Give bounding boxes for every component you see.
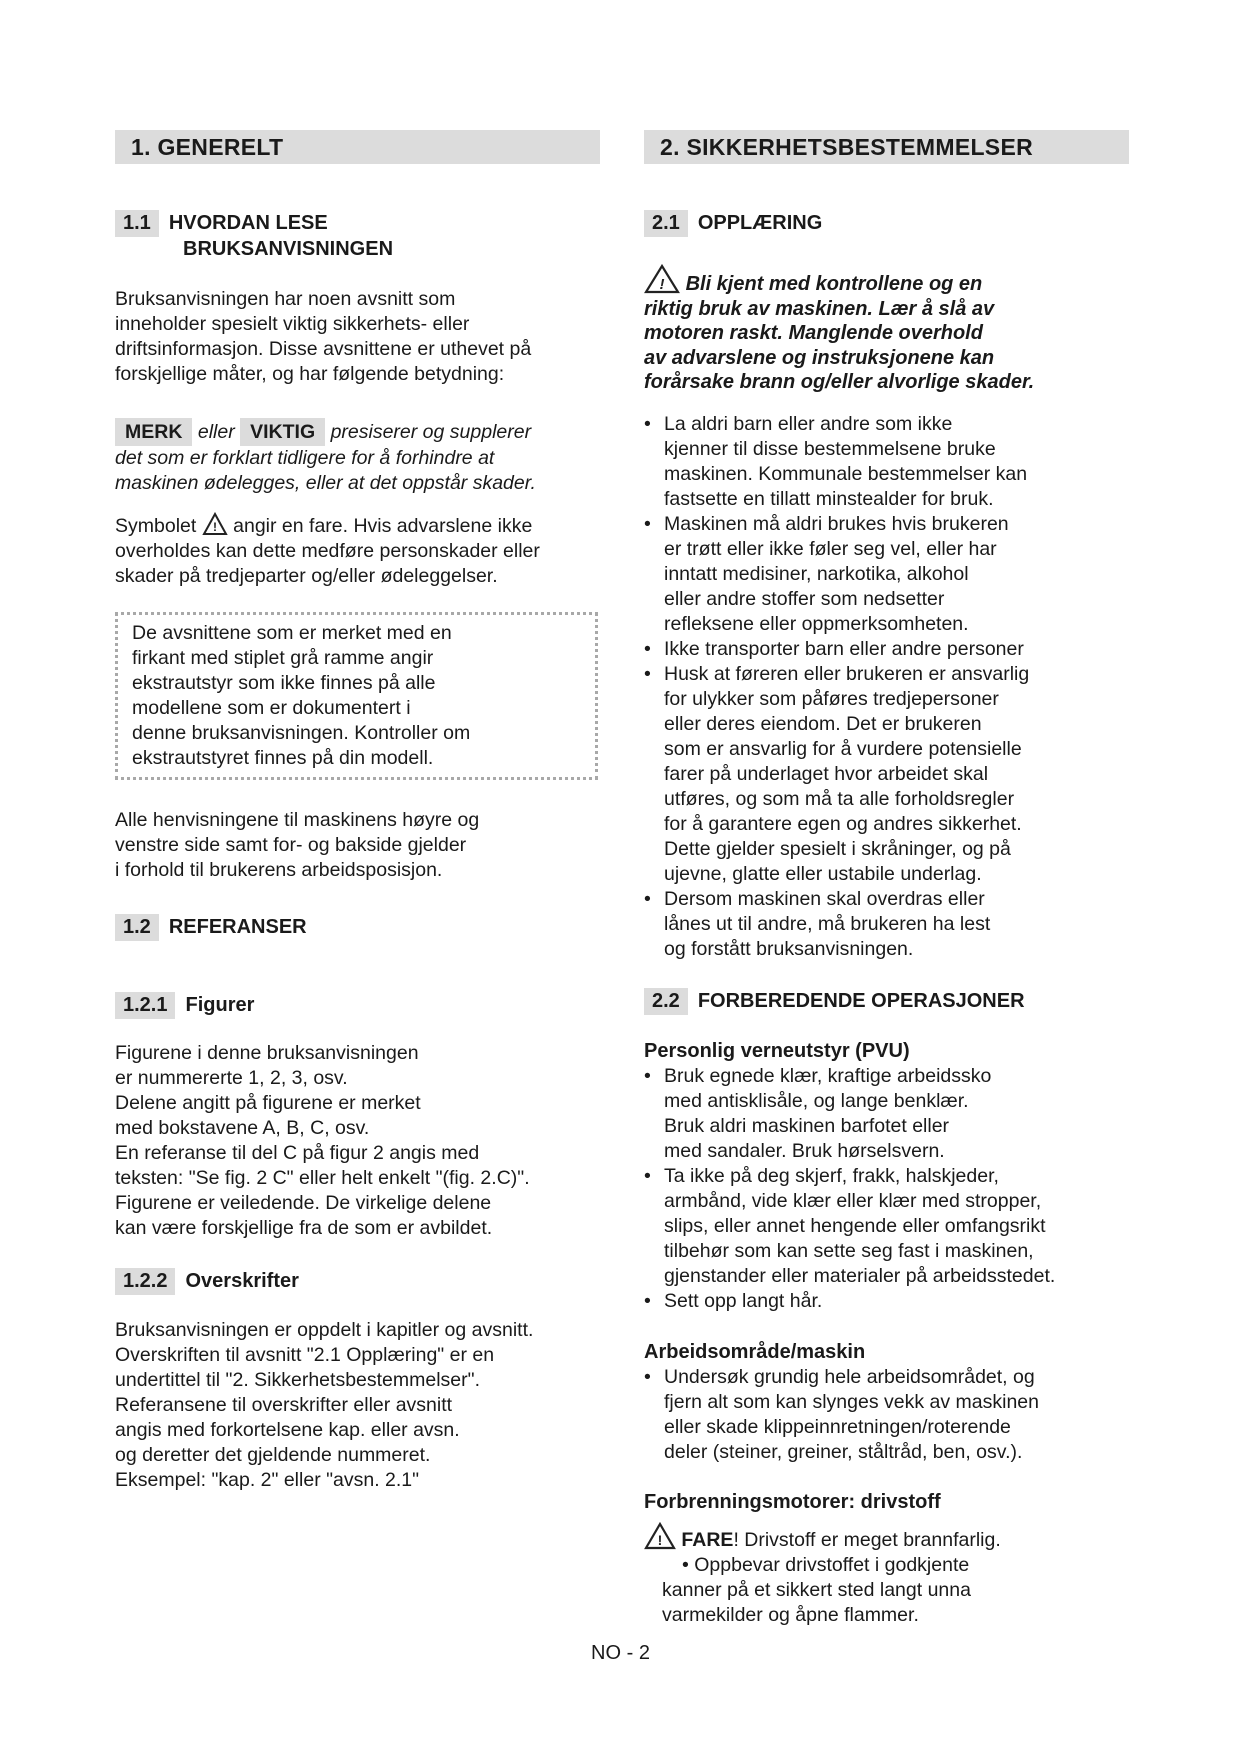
- section-title: Overskrifter: [185, 1270, 299, 1292]
- list-item: • Sett opp langt hår.: [644, 1289, 1144, 1314]
- svg-text:!: !: [657, 1532, 663, 1548]
- section-title-cont: BRUKSANVISNINGEN: [183, 238, 394, 260]
- list-item: • Dersom maskinen skal overdras eller lånes ut til andre, må brukeren ha lest og forstått bruksanvisningen.: [644, 887, 1144, 962]
- intro-paragraph: Bruksanvisningen har noen avsnitt som inneholder spesielt viktig sikkerhets- eller driftsinformasjon. Disse avsnittene er uthevet på forskjellige måter, og har følgende betydning:: [115, 288, 532, 385]
- section-number: 1.2.2: [115, 1268, 175, 1295]
- svg-text:!: !: [659, 276, 665, 293]
- section-title: FORBEREDENDE OPERASJONER: [697, 990, 1025, 1012]
- page-number: NO - 2: [591, 1642, 650, 1664]
- headings-paragraph: Bruksanvisningen er oppdelt i kapitler og avsnitt. Overskriften til avsnitt "2.1 Opplæring" er en undertittel til "2. Sikkerhetsbestemmelser". Referansene til overskrifter eller avsnitt angis med forkortelsene kap. eller avsn. og deretter det gjeldende nummeret. Eksempel: "kap. 2" eller "avsn. 2.1": [115, 1319, 534, 1491]
- section-title: Figurer: [185, 994, 255, 1016]
- work-area-bullets: [644, 1365, 1144, 1465]
- orientation-paragraph: Alle henvisningene til maskinens høyre og venstre side samt for- og bakside gjelder i forhold til brukerens arbeidsposisjon.: [115, 809, 480, 881]
- section-number: 2.1: [644, 210, 688, 237]
- warning-triangle-icon: [644, 264, 680, 294]
- section-1-1-heading: [115, 210, 393, 262]
- section-number: 2.2: [644, 988, 688, 1015]
- merk-tag: MERK: [115, 418, 192, 446]
- chapter-1-heading: 1. GENERELT: [115, 130, 600, 164]
- list-item: • Bruk egnede klær, kraftige arbeidssko med antisklisåle, og lange benklær. Bruk aldri maskinen barfotet eller med sandaler. Bruk hørselsvern.: [644, 1064, 1144, 1164]
- section-number: 1.2: [115, 914, 159, 941]
- list-item: • Maskinen må aldri brukes hvis brukeren er trøtt eller ikke føler seg vel, eller har inntatt medisiner, narkotika, alkohol eller andre stoffer som nedsetter refleksene eller oppmerksomheten.: [644, 512, 1144, 637]
- warning-triangle-icon: [202, 512, 228, 536]
- pvu-bullets: [644, 1064, 1144, 1314]
- symbol-paragraph: Symbolet ! angir en fare. Hvis advarslene ikke overholdes kan dette medføre personskader eller skader på tredjeparter og/eller ødeleggelser.: [115, 512, 540, 589]
- work-area-heading: Arbeidsområde/maskin: [644, 1341, 866, 1363]
- list-item: • Husk at føreren eller brukeren er ansvarlig for ulykker som påføres tredjepersoner eller deres eiendom. Det er brukeren som er ansvarlig for å vurdere potensielle farer på underlaget hvor arbeidet skal utføres, og som må ta alle forholdsregler for å garantere egen og andres sikkerhet. Dette gjelder spesielt i skråninger, og på ujevne, glatte eller ustabile underlag.: [644, 662, 1144, 887]
- viktig-tag: VIKTIG: [240, 418, 325, 446]
- training-bullets: [644, 412, 1144, 962]
- section-number: 1.2.1: [115, 992, 175, 1019]
- section-2-1-heading: [644, 210, 822, 237]
- section-2-2-heading: [644, 988, 1025, 1015]
- list-item: • Ta ikke på deg skjerf, frakk, halskjeder, armbånd, vide klær eller klær med stropper, slips, eller annet hengende eller omfangsrikt tilbehør som kan sette seg fast i maskinen, gjenstander eller materialer på arbeidsstedet.: [644, 1164, 1144, 1289]
- section-number: 1.1: [115, 210, 159, 237]
- section-1-2-1-heading: [115, 992, 254, 1019]
- training-warning: ! Bli kjent med kontrollene og en riktig bruk av maskinen. Lær å slå av motoren raskt. Manglende overhold av advarslene og instruksjonene kan forårsake brann og/eller alvorlige skader.: [644, 264, 1034, 395]
- figures-paragraph: Figurene i denne bruksanvisningen er nummererte 1, 2, 3, osv. Delene angitt på figurene er merket med bokstavene A, B, C, osv. En referanse til del C på figur 2 angis med teksten: "Se fig. 2 C" eller helt enkelt "(fig. 2.C)". Figurene er veiledende. De virkelige delene kan være forskjellige fra de som er avbildet.: [115, 1042, 530, 1239]
- chapter-2-heading: 2. SIKKERHETSBESTEMMELSER: [644, 130, 1129, 164]
- fare-label: FARE: [681, 1529, 734, 1551]
- fuel-heading: Forbrenningsmotorer: drivstoff: [644, 1491, 941, 1513]
- section-title: OPPLÆRING: [697, 212, 823, 234]
- fuel-warning: ! FARE! Drivstoff er meget brannfarlig. • Oppbevar drivstoffet i godkjente kanner på et sikkert sted langt unna varmekilder og åpne flammer.: [644, 1522, 1001, 1628]
- list-item: • Ikke transporter barn eller andre personer: [644, 637, 1144, 662]
- list-item: • Undersøk grundig hele arbeidsområdet, og fjern alt som kan slynges vekk av maskinen eller skade klippeinnretningen/roterende deler (steiner, greiner, ståltråd, ben, osv.).: [644, 1365, 1144, 1465]
- section-title: REFERANSER: [168, 916, 307, 938]
- section-title: HVORDAN LESE: [168, 212, 328, 234]
- section-1-2-2-heading: [115, 1268, 299, 1295]
- warning-triangle-icon: [644, 1522, 676, 1550]
- pvu-heading: Personlig verneutstyr (PVU): [644, 1040, 910, 1062]
- svg-text:!: !: [212, 520, 217, 534]
- list-item: • La aldri barn eller andre som ikke kjenner til disse bestemmelsene bruke maskinen. Kommunale bestemmelser kan fastsette en tillatt minstealder for bruk.: [644, 412, 1144, 512]
- section-1-2-heading: [115, 914, 307, 941]
- optional-equipment-box: De avsnittene som er merket med en firkant med stiplet grå ramme angir ekstrautstyr som ikke finnes på alle modellene som er dokumentert i denne bruksanvisningen. Kontroller om ekstrautstyret finnes på din modell.: [115, 612, 598, 780]
- merk-viktig-paragraph: MERK eller VIKTIG presiserer og supplerer det som er forklart tidligere for å forhindre at maskinen ødelegges, eller at det oppstår skader.: [115, 418, 615, 496]
